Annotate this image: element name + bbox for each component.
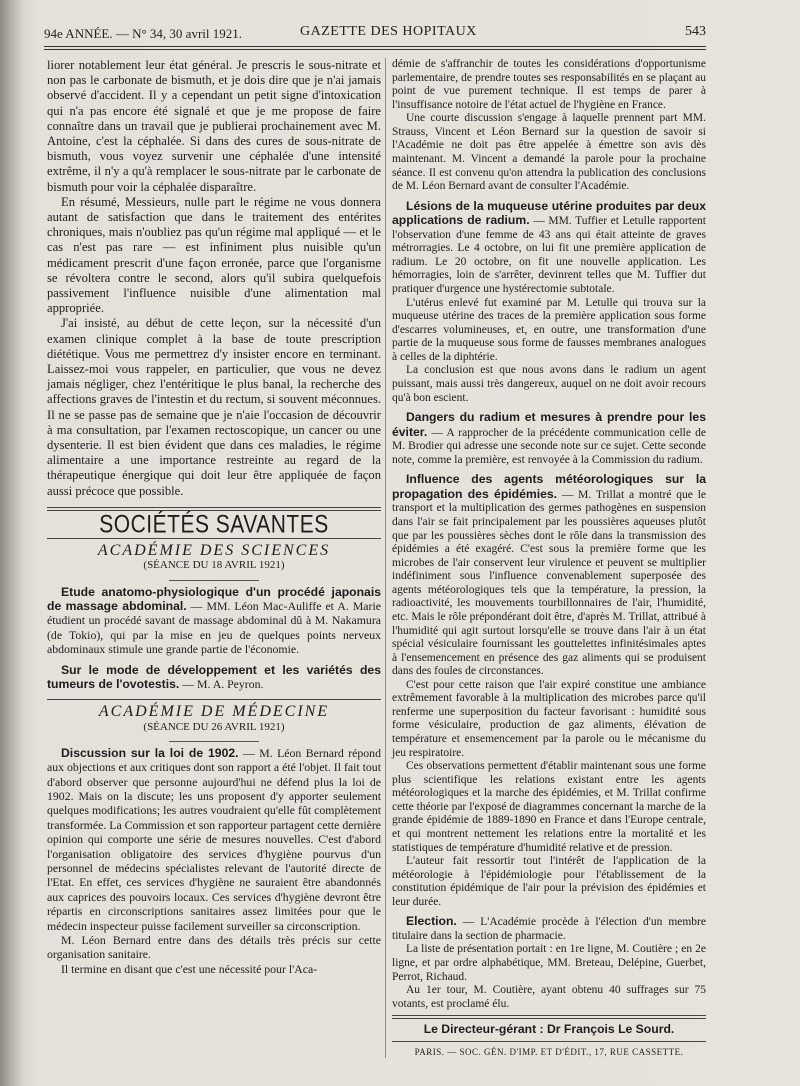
item-heading: Discussion sur la loi de 1902.	[61, 745, 239, 760]
item-text: — M. Léon Bernard répond aux objections et aux critiques dont son rapport a été l'objet. Il fait tout d'abord observer que personne aujourd'hui ne défend plus la loi de 1902. Mais on la discute; les uns proposent d'y apporter seulement quelques modifications; les autres voudraient qu'elle fût complètement transformée. La Commission et son rapporteur partagent cette dernière opinion qui comporte une série de mesures nouvelles. C'est d'abord l'organisation obligatoire des services d'hygiène pourvus d'un personnel de médecins spécialistes relevant de l'autorité directe de l'Etat. En effet, ces services d'hygiène ne sauraient être abandonnés aux caprices des pouvoirs locaux. Ces services d'hygiène devront être répartis en circonscriptions sanitaires assez limitées pour que le médecin inspecteur puisse facilement surveiller sa circonscription.	[47, 745, 381, 933]
item-heading: Election.	[406, 914, 457, 929]
item-heading: Influence des agents météorologiques sur la propagation des épidémies.	[392, 472, 706, 501]
paragraph: J'ai insisté, au début de cette leçon, sur la nécessité d'un examen clinique complet à la base de toute prescription diététique. Vous me permettrez d'y insister encore en terminant. Laissez-moi vous rappeler, en particulier, que vous ne devez jamais négliger, chez l'entéritique le plus banal, la recherche des affections graves de l'intestin et du rectum, si souvent méconnues. Il ne se passe pas de semaine que je n'aie l'occasion de découvrir à ma consultation, par l'examen rectoscopique, un cancer ou une dysenterie. Il est bien évident que dans ces maladies, le régime alimentaire a une importance restreinte au regard de la thérapeutique énergique qui doit leur être appliquée de façon aussi précoce que possible.	[47, 316, 381, 498]
item-heading: Lésions de la muqueuse utérine produites par deux applications de radium.	[392, 198, 706, 228]
divider	[47, 699, 381, 700]
paragraph: Au 1er tour, M. Coutière, ayant obtenu 40 suffrages sur 75 votants, est proclamé élu.	[392, 984, 706, 1010]
header-rule	[44, 46, 706, 50]
left-column	[47, 58, 381, 976]
issue-info: 94e ANNÉE. — N° 34, 30 avril 1921.	[44, 26, 243, 41]
item-heading: Dangers du radium et mesures à prendre pour les éviter.	[392, 410, 706, 439]
short-rule	[169, 741, 259, 742]
director-line: Le Directeur-gérant : Dr François Le Sourd.	[423, 1022, 675, 1037]
item-text: — MM. Tuffier et Letulle rapportent l'observation d'une femme de 43 ans qui était atteinte de graves métrorragies. Le 4 octobre, on lui fit une première application de radium. Le 20 octobre, on fit une nouvelle application. Les hémorragies, loin de s'arrêter, devinrent telles que M. Tuffier dut pratiquer d'urgence une hystérectomie subtotale.	[392, 215, 706, 295]
report-item	[392, 200, 706, 297]
paragraph: Ces observations permettent d'établir maintenant sous une forme plus scientifique les relations existant entre les agents météorologiques et la marche des épidémies, et M. Trillat confirme cette théorie par l'exposé de diagrammes concernant la marche de la grande épidémie de 1889-1890 en France et dans l'Europe centrale, et qui montrent nettement les relations entre la mortalité et les statistiques de température d'humidité relative et de pression.	[392, 760, 706, 854]
paragraph: M. Léon Bernard entre dans des détails très précis sur cette organisation sanitaire.	[47, 933, 381, 962]
footer-rule	[392, 1015, 706, 1019]
printer-imprint: PARIS. — SOC. GÉN. D'IMP. ET D'ÉDIT., 17, RUE CASSETTE.	[414, 1046, 684, 1057]
item-text: — M. A. Peyron.	[179, 676, 264, 691]
section-title: SOCIÉTÉS SAVANTES	[99, 510, 329, 539]
journal-title: GAZETTE DES HOPITAUX	[300, 24, 477, 39]
item-text: — A rapprocher de la précédente communication celle de M. Brodier qui adresse une seconde note sur ce sujet. Cette seconde note, comme la première, est renvoyée à la Commission du radium.	[392, 426, 706, 466]
item-text: — M. Trillat a montré que le transport et la multiplication des germes pathogènes en suspension dans l'air se fait principalement par les poussières aqueuses plutôt que par les poussières sèches dont le rôle dans la transmission des épidémies a été exagéré. C'est sous la première forme que les microbes de l'air conservent leur virulence et peuvent se multiplier indéfiniment sous l'influence convenablement superposée des agents météorologiques tels que la température, la pression, la radioactivité, les mouvements tourbillonnaires de l'air, l'humidité, etc. Mais le rôle prépondérant doit être, d'après M. Trillat, attribué à l'humidité qui agit surtout lorsqu'elle se trouve dans l'air à un état spécial vésiculaire fournissant les gouttelettes infinitésimales aptes à l'ensemencement en présence des gaz aliments qui se produisent dans des foules de circonstances.	[392, 488, 706, 678]
report-item	[47, 585, 381, 657]
paragraph: C'est pour cette raison que l'air expiré constitue une ambiance extrêmement favorable à la multiplication des microbes parce qu'il renferme une superposition du facteur favorisant : humidité sous forme vésiculaire, production de gaz aliments, élévation de température et ensemencement par la parole ou le mécanisme du jeu respiratoire.	[392, 678, 706, 759]
paragraph: Une courte discussion s'engage à laquelle prennent part MM. Strauss, Vincent et Léon Bernard sur la question de savoir si l'Académie ne doit pas être appelée à émettre son avis dès maintenant. M. Vincent a demandé la parole pour la prochaine séance. Il est convenu qu'on attendra la publication des conclusions de M. Léon Bernard avant de consulter l'Académie.	[392, 112, 706, 193]
session-date: (SÉANCE DU 18 AVRIL 1921)	[143, 559, 285, 572]
report-item	[392, 915, 706, 943]
paragraph: La conclusion est que nous avons dans le radium un agent puissant, mais aussi très dangereux, auquel on ne doit avoir recours qu'à bon escient.	[392, 364, 706, 404]
item-heading: Etude anatomo-physiologique d'un procédé japonais de massage abdominal.	[47, 584, 381, 613]
item-heading: Sur le mode de développement et les variétés des tumeurs de l'ovotestis.	[47, 662, 381, 691]
report-item	[47, 663, 381, 692]
paragraph: démie de s'affranchir de toutes les considérations d'opportunisme parlementaire, de prendre toutes ses responsabilités en se plaçant au point de vue purement technique. Il est temps de parer à l'insuffisance notoire de l'état actuel de l'hygiène en France.	[392, 58, 706, 111]
item-text: — L'Académie procède à l'élection d'un membre titulaire dans la section de pharmacie.	[392, 916, 706, 942]
item-text: — MM. Léon Mac-Auliffe et A. Marie étudient un procédé savant de massage abdominal dû à M. Nakamura (de Tokio), qui par la mise en jeu de quelques points nerveux abdominaux stimule une grande partie de l'économie.	[47, 598, 381, 657]
divider	[392, 1041, 706, 1042]
paragraph: Il termine en disant que c'est une nécessité pour l'Aca-	[61, 961, 318, 976]
right-column	[392, 58, 706, 1059]
paragraph: La liste de présentation portait : en 1re ligne, M. Coutière ; en 2e ligne, et par ordre alphabétique, MM. Breteau, Delépine, Guerbet, Perrot, Richaud.	[392, 943, 706, 983]
short-rule	[169, 580, 259, 581]
paragraph: En résumé, Messieurs, nulle part le régime ne vous donnera autant de satisfaction que dans le traitement des entérites chroniques, mais n'oubliez pas qu'un régime mal appliqué — et le cas n'est pas rare — est infiniment plus nuisible qu'un médicament prescrit d'une façon erronée, parce que l'organisme se révoltera contre le second, alors qu'il subira quelquefois passivement l'influence nuisible d'une alimentation mal appropriée.	[47, 194, 381, 316]
page-number: 543	[685, 24, 706, 39]
paragraph: liorer notablement leur état général. Je prescris le sous-nitrate et non pas le carbonate de bismuth, et je dois dire que je n'ai jamais observé d'accident. Il y a cependant un petit signe d'intoxication qui n'a pas encore été signalé et que je me propose de faire connaître dans un travail que je publierai prochainement avec M. Antoine, c'est la céphalée. Si dans des cures de sous-nitrate de bismuth, vous voyez survenir une céphalée d'une intensité extrême, il n'y a qu'à remplacer le sous-nitrate par le carbonate de bismuth pour voir la céphalée disparaître.	[47, 58, 381, 194]
paragraph: L'auteur fait ressortir tout l'intérêt de l'application de la météorologie à l'épidémiologie pour l'établissement de la constitution épidémique de l'air pour la prévision des épidémies et leur durée.	[392, 855, 706, 908]
report-item	[392, 473, 706, 678]
academy-heading: ACADÉMIE DE MÉDECINE	[98, 703, 330, 721]
academy-heading: ACADÉMIE DES SCIENCES	[97, 542, 331, 560]
report-item	[392, 411, 706, 467]
running-header	[44, 22, 706, 46]
report-item	[47, 746, 381, 933]
paragraph: L'utérus enlevé fut examiné par M. Letulle qui trouva sur la muqueuse utérine des traces de la première application sous forme d'escarres volumineuses, et, en outre, une transformation d'une partie de la muqueuse sous forme de fausses membranes analogues à celles de la diphtérie.	[392, 296, 706, 363]
column-separator	[385, 58, 386, 1058]
session-date: (SÉANCE DU 26 AVRIL 1921)	[143, 720, 285, 733]
